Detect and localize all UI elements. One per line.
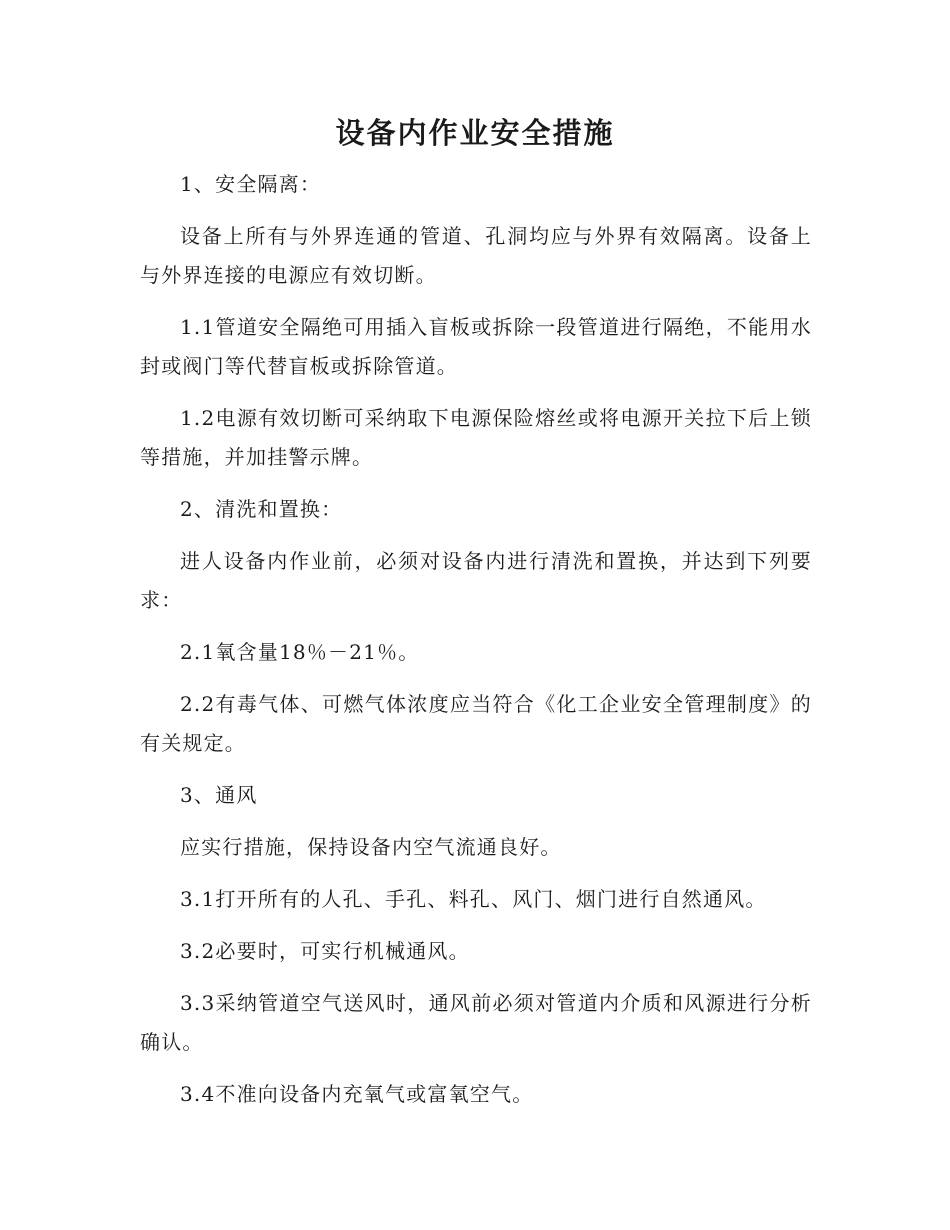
section-heading-2: 2、清洗和置换： <box>180 497 343 521</box>
paragraph: 1.2电源有效切断可采纳取下电源保险熔丝或将电源开关拉下后上锁等措施，并加挂警示牌。 <box>140 406 812 469</box>
paragraph: 应实行措施，保持设备内空气流通良好。 <box>180 835 562 859</box>
paragraph: 3.4不准向设备内充氧气或富氧空气。 <box>180 1082 534 1106</box>
paragraph: 3.3采纳管道空气送风时，通风前必须对管道内介质和风源进行分析确认。 <box>140 991 812 1054</box>
document-title: 设备内作业安全措施 <box>335 116 615 150</box>
paragraph: 3.2必要时，可实行机械通风。 <box>180 939 470 963</box>
paragraph: 2.2有毒气体、可燃气体浓度应当符合《化工企业安全管理制度》的有关规定。 <box>140 692 812 755</box>
paragraph: 进人设备内作业前，必须对设备内进行清洗和置换，并达到下列要求： <box>140 549 812 612</box>
paragraph: 1.1管道安全隔绝可用插入盲板或拆除一段管道进行隔绝，不能用水封或阀门等代替盲板或拆除管道。 <box>140 315 812 378</box>
section-heading-1: 1、安全隔离： <box>180 172 322 196</box>
document-body <box>140 165 812 1127</box>
section-heading-3: 3、通风 <box>180 783 258 807</box>
paragraph: 3.1打开所有的人孔、手孔、料孔、风门、烟门进行自然通风。 <box>180 887 767 911</box>
paragraph: 设备上所有与外界连通的管道、孔洞均应与外界有效隔离。设备上与外界连接的电源应有效切断。 <box>140 224 812 287</box>
paragraph: 2.1氧含量18％－21％。 <box>180 640 420 664</box>
